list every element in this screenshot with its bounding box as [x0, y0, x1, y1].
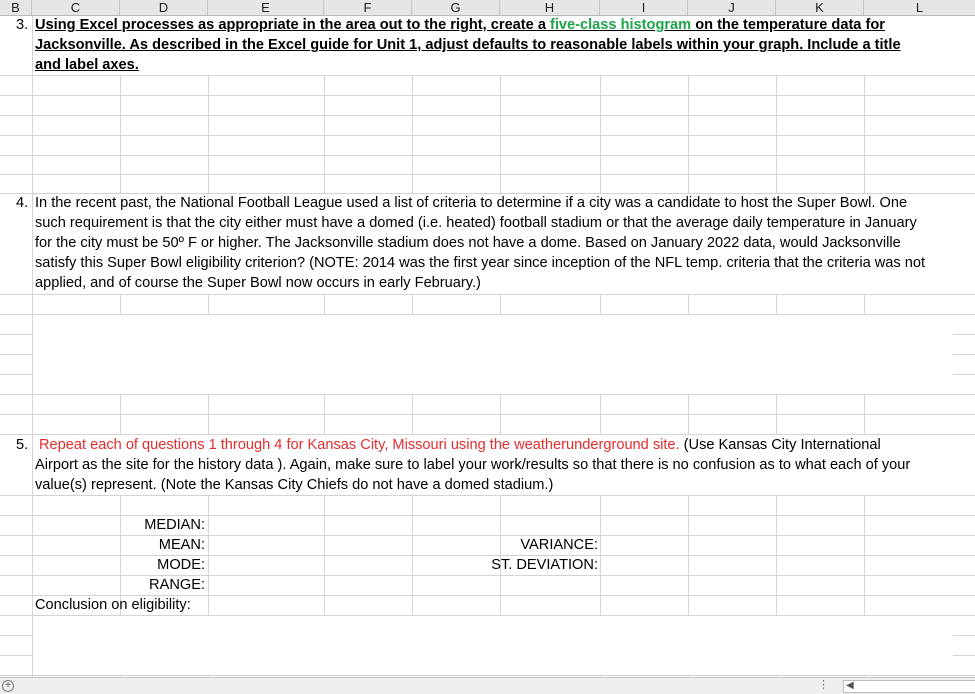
question-3-text: Using Excel processes as appropriate in the area out to the right, create a	[35, 17, 550, 33]
question-5-text: (Use Kansas City International	[679, 437, 881, 453]
question-4-line: satisfy this Super Bowl eligibility criterion? (NOTE: 2014 was the first year since inception of the NFL temp. criteria that the criteria was not	[35, 255, 926, 271]
column-header-d[interactable]: D	[120, 0, 208, 15]
question-5-line-3: value(s) represent. (Note the Kansas City Chiefs do not have a domed stadium.)	[35, 477, 554, 493]
column-header-bar	[0, 0, 975, 16]
gridline-horizontal	[0, 75, 975, 76]
column-header-b[interactable]: B	[0, 0, 32, 15]
question-4-line: In the recent past, the National Football League used a list of criteria to determine if a city was a candidate to host the Super Bowl. One	[35, 195, 908, 211]
mode-label: MODE:	[157, 557, 205, 573]
gridline-horizontal	[0, 155, 975, 156]
gridline-horizontal	[0, 135, 975, 136]
range-label: RANGE:	[149, 577, 205, 593]
more-options-icon[interactable]: ⋮	[818, 679, 829, 691]
gridline-horizontal	[0, 174, 975, 175]
column-header-h[interactable]: H	[500, 0, 600, 15]
merged-cell-q5-answer[interactable]	[33, 616, 953, 675]
column-header-c[interactable]: C	[32, 0, 120, 15]
add-sheet-icon[interactable]: +	[2, 680, 14, 692]
gridline-horizontal	[0, 414, 975, 415]
question-3-text: on the temperature data for	[695, 17, 885, 33]
question-4-line: applied, and of course the Super Bowl now occurs in early February.)	[35, 275, 481, 291]
merged-cell-q4-answer[interactable]	[33, 315, 953, 394]
gridline-horizontal	[0, 294, 975, 295]
column-header-e[interactable]: E	[208, 0, 324, 15]
mean-label: MEAN:	[158, 537, 205, 553]
gridline-horizontal	[0, 555, 975, 556]
scroll-left-icon[interactable]: ◀	[846, 680, 854, 691]
column-header-j[interactable]: J	[688, 0, 776, 15]
question-4-line: for the city must be 50º F or higher. The Jacksonville stadium does not have a dome. Based on January 2022 data, would Jacksonville	[35, 235, 901, 251]
variance-label: VARIANCE:	[520, 537, 598, 553]
question-5-number: 5.	[16, 437, 29, 453]
gridline-horizontal	[0, 575, 975, 576]
st-deviation-label: ST. DEVIATION:	[491, 557, 598, 573]
median-label: MEDIAN:	[144, 517, 205, 533]
conclusion-label: Conclusion on eligibility:	[35, 597, 191, 613]
column-header-f[interactable]: F	[324, 0, 412, 15]
question-5-line-2: Airport as the site for the history data ). Again, make sure to label your work/results so that there is no confusion as to what each of your	[35, 457, 911, 473]
question-3-line-2: Jacksonville. As described in the Excel guide for Unit 1, adjust defaults to reasonable labels within your graph. Include a title	[35, 37, 901, 53]
question-3-number: 3.	[16, 17, 29, 33]
question-3-line-3: and label axes.	[35, 57, 139, 73]
question-4-number: 4.	[16, 195, 29, 211]
gridline-horizontal	[0, 495, 975, 496]
question-5-line-1	[39, 435, 881, 455]
column-header-g[interactable]: G	[412, 0, 500, 15]
question-3-line-1	[35, 15, 885, 35]
column-header-i[interactable]: I	[600, 0, 688, 15]
gridline-horizontal	[0, 675, 975, 676]
question-5-highlight: Repeat each of questions 1 through 4 for Kansas City, Missouri using the weatherunderground site.	[39, 437, 680, 453]
column-header-l[interactable]: L	[915, 0, 924, 15]
gridline-horizontal	[0, 95, 975, 96]
question-3-highlight: five-class histogram	[550, 17, 696, 33]
gridline-horizontal	[0, 394, 975, 395]
horizontal-scrollbar[interactable]	[843, 680, 975, 693]
gridline-horizontal	[0, 535, 975, 536]
gridline-horizontal	[0, 115, 975, 116]
question-4-line: such requirement is that the city either must have a domed (i.e. heated) football stadium or that the average daily temperature in January	[35, 215, 917, 231]
column-header-k[interactable]: K	[776, 0, 864, 15]
